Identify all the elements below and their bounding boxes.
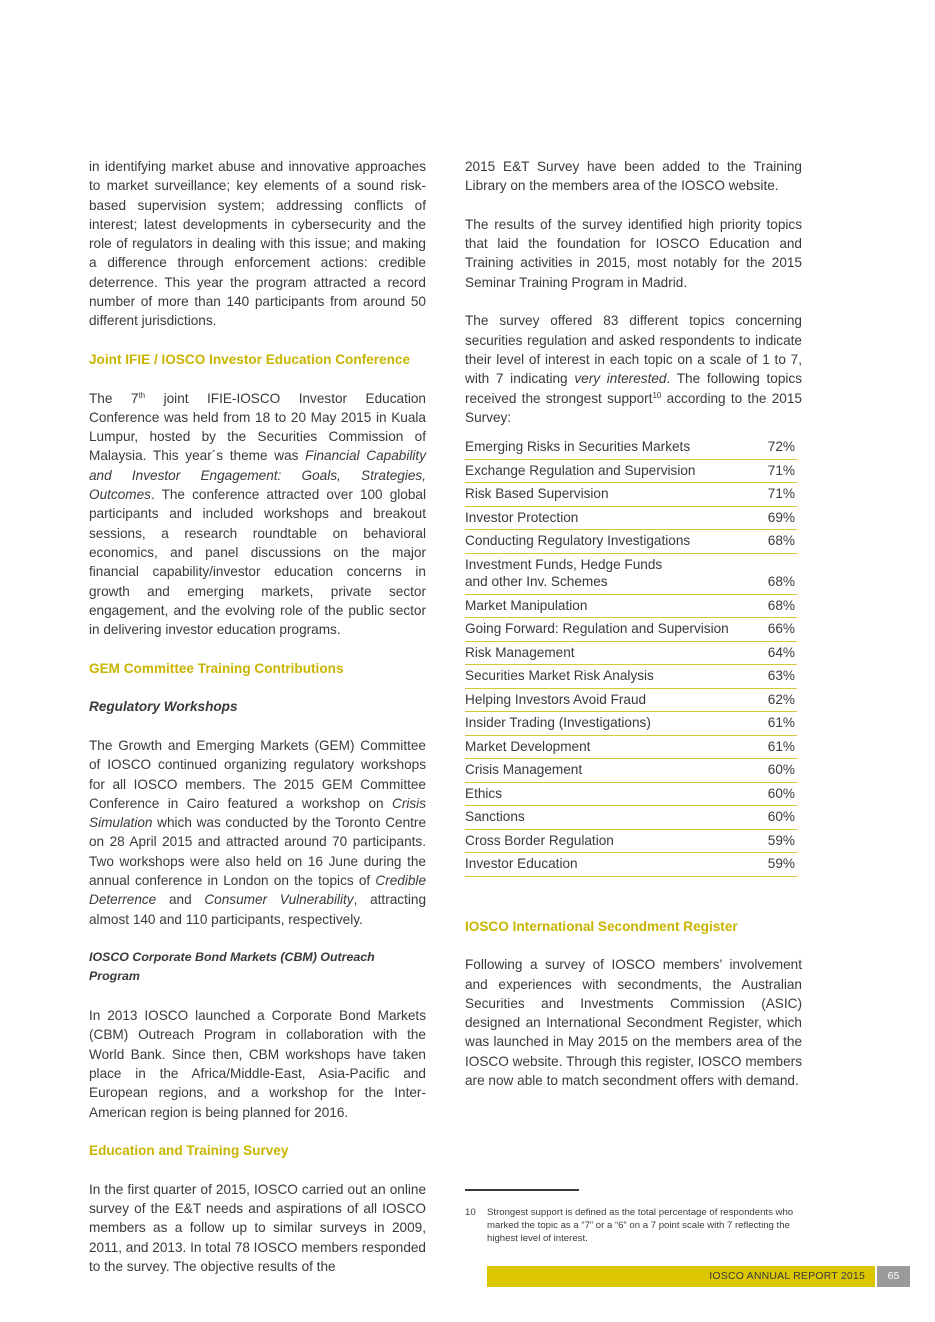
topic-percentage: 61% <box>741 735 797 759</box>
topics-table <box>465 438 797 877</box>
topic-percentage: 61% <box>741 712 797 736</box>
survey-results-paragraph: The results of the survey identified high priority topics that laid the foundation for IOSCO Education and Training activities in 2015, most notably for the 2015 Seminar Training Program in Madrid. <box>465 216 802 290</box>
topic-percentage: 68% <box>741 553 797 594</box>
subheading-regulatory-workshops: Regulatory Workshops <box>89 699 238 715</box>
cbm-paragraph: In 2013 IOSCO launched a Corporate Bond Markets (CBM) Outreach Program in collaboration with the World Bank. Since then, CBM workshops have taken place in the Africa/Middle-East, Asia-Pacific and European regions, and a workshop for the Inter-American region is being planned for 2016. <box>89 1008 426 1120</box>
footer-report-title: IOSCO ANNUAL REPORT 2015 <box>709 1270 865 1282</box>
heading-gem-committee: GEM Committee Training Contributions <box>89 660 344 676</box>
topic-percentage: 66% <box>741 618 797 642</box>
topic-percentage: 72% <box>741 438 797 459</box>
footnote-divider <box>465 1189 579 1191</box>
topic-name: Investor Protection <box>465 506 741 530</box>
topic-name: Exchange Regulation and Supervision <box>465 459 741 483</box>
table-row <box>465 530 797 554</box>
topic-percentage: 62% <box>741 688 797 712</box>
table-row <box>465 735 797 759</box>
table-row <box>465 553 797 594</box>
secondment-paragraph: Following a survey of IOSCO members’ involvement and experiences with secondments, the Australian Securities and Investments Commission (ASIC) designed an International Secondment Register, which was launched in May 2015 on the members area of the IOSCO website. Through this register, IOSCO members are now able to match secondment offers with demand. <box>465 957 802 1089</box>
topic-name: Going Forward: Regulation and Supervision <box>465 618 741 642</box>
topic-percentage: 60% <box>741 782 797 806</box>
footnote-ref: 10 <box>652 390 662 400</box>
table-row <box>465 782 797 806</box>
topic-percentage: 59% <box>741 829 797 853</box>
footnote-text: Strongest support is defined as the total percentage of respondents who marked the topic as a “7” or a “6” on a 7 point scale with 7 reflecting the highest level of interest. <box>487 1207 794 1244</box>
topic-name: Conducting Regulatory Investigations <box>465 530 741 554</box>
table-row <box>465 806 797 830</box>
topic-percentage: 64% <box>741 641 797 665</box>
table-row <box>465 688 797 712</box>
table-row <box>465 665 797 689</box>
topic-name: Securities Market Risk Analysis <box>465 665 741 689</box>
heading-ifie-conference: Joint IFIE / IOSCO Investor Education Conference <box>89 351 411 367</box>
table-row <box>465 618 797 642</box>
topic-name: Insider Trading (Investigations) <box>465 712 741 736</box>
topic-name: Investment Funds, Hedge Funds and other Inv. Schemes <box>465 553 741 594</box>
table-row <box>465 853 797 877</box>
footnote-number: 10 <box>465 1207 476 1218</box>
table-row <box>465 459 797 483</box>
table-row <box>465 829 797 853</box>
topic-name: Crisis Management <box>465 759 741 783</box>
heading-secondment-register: IOSCO International Secondment Register <box>465 918 738 934</box>
table-row <box>465 483 797 507</box>
topic-name: Cross Border Regulation <box>465 829 741 853</box>
footer-bar <box>487 1266 875 1287</box>
topic-percentage: 59% <box>741 853 797 877</box>
survey-topics-paragraph: The survey offered 83 different topics concerning securities regulation and asked respondents to indicate their level of interest in each topic on a scale of 1 to 7, with 7 indicating very interested. The following topics received the strongest support$^{10}$ according to the 2015 Survey: <box>465 313 803 425</box>
topic-name: Risk Based Supervision <box>465 483 741 507</box>
right-column <box>465 157 802 1110</box>
left-column <box>89 157 426 1296</box>
topic-percentage: 60% <box>741 806 797 830</box>
topic-name: Market Manipulation <box>465 594 741 618</box>
intro-paragraph: in identifying market abuse and innovative approaches to market surveillance; key elements of a sound risk-based supervision system; addressing conflicts of interest; latest developments in cybersecurity and the role of regulators in dealing with this issue; and making a difference through enforcement actions: credible deterrence. This year the program attracted a record number of more than 140 participants from around 50 different jurisdictions. <box>89 159 426 329</box>
survey-paragraph: In the first quarter of 2015, IOSCO carried out an online survey of the E&T needs and aspirations of all IOSCO members as a follow up to similar surveys in 2009, 2011, and 2013. In total 78 IOSCO members responded to the survey. The objective results of the <box>89 1181 426 1274</box>
topic-percentage: 68% <box>741 594 797 618</box>
topic-name: Investor Education <box>465 853 741 877</box>
heading-education-survey: Education and Training Survey <box>89 1143 289 1159</box>
survey-continued-paragraph: 2015 E&T Survey have been added to the Training Library on the members area of the IOSCO website. <box>465 159 802 194</box>
footnote <box>465 1206 805 1245</box>
topic-percentage: 63% <box>741 665 797 689</box>
conference-theme: Financial Capability and Investor Engagement: Goals, Strategies, Outcomes <box>89 448 426 503</box>
topic-name: Market Development <box>465 735 741 759</box>
ifie-paragraph: The 7th joint IFIE-IOSCO Investor Education Conference was held from 18 to 20 May 2015 in Kuala Lumpur, hosted by the Securities Commission of Malaysia. This year´s theme was Financial Capability and Investor Engagement: Goals, Strategies, Outcomes. The conference attracted over 100 global participants and included workshops and breakout sessions, a research roundtable on behavioral economics, and panel discussions on the major financial capability/investor education concerns in growth and emerging markets, private sector engagement, and the evolving role of the public sector in delivering investor education programs. <box>89 390 426 638</box>
topic-percentage: 60% <box>741 759 797 783</box>
table-row <box>465 506 797 530</box>
topic-name: Sanctions <box>465 806 741 830</box>
table-row <box>465 641 797 665</box>
topic-percentage: 71% <box>741 459 797 483</box>
subheading-cbm-program: IOSCO Corporate Bond Markets (CBM) Outreach Program <box>89 950 375 984</box>
table-row <box>465 759 797 783</box>
topic-percentage: 71% <box>741 483 797 507</box>
topic-name: Risk Management <box>465 641 741 665</box>
topic-percentage: 68% <box>741 530 797 554</box>
topic-name: Emerging Risks in Securities Markets <box>465 438 741 459</box>
page-number: 65 <box>877 1266 910 1287</box>
table-row <box>465 594 797 618</box>
table-row <box>465 712 797 736</box>
topic-percentage: 69% <box>741 506 797 530</box>
topic-name: Helping Investors Avoid Fraud <box>465 688 741 712</box>
topic-name: Ethics <box>465 782 741 806</box>
table-row <box>465 438 797 459</box>
gem-paragraph: The Growth and Emerging Markets (GEM) Committee of IOSCO continued organizing regulatory workshops for all IOSCO members. The 2015 GEM Committee Conference in Cairo featured a workshop on Crisis Simulation which was conducted by the Toronto Centre on 28 April 2015 and attracted around 70 participants. Two workshops were also held on 16 June during the annual conference in London on the topics of Credible Deterrence and Consumer Vulnerability, attracting almost 140 and 110 participants, respectively. <box>89 737 426 927</box>
